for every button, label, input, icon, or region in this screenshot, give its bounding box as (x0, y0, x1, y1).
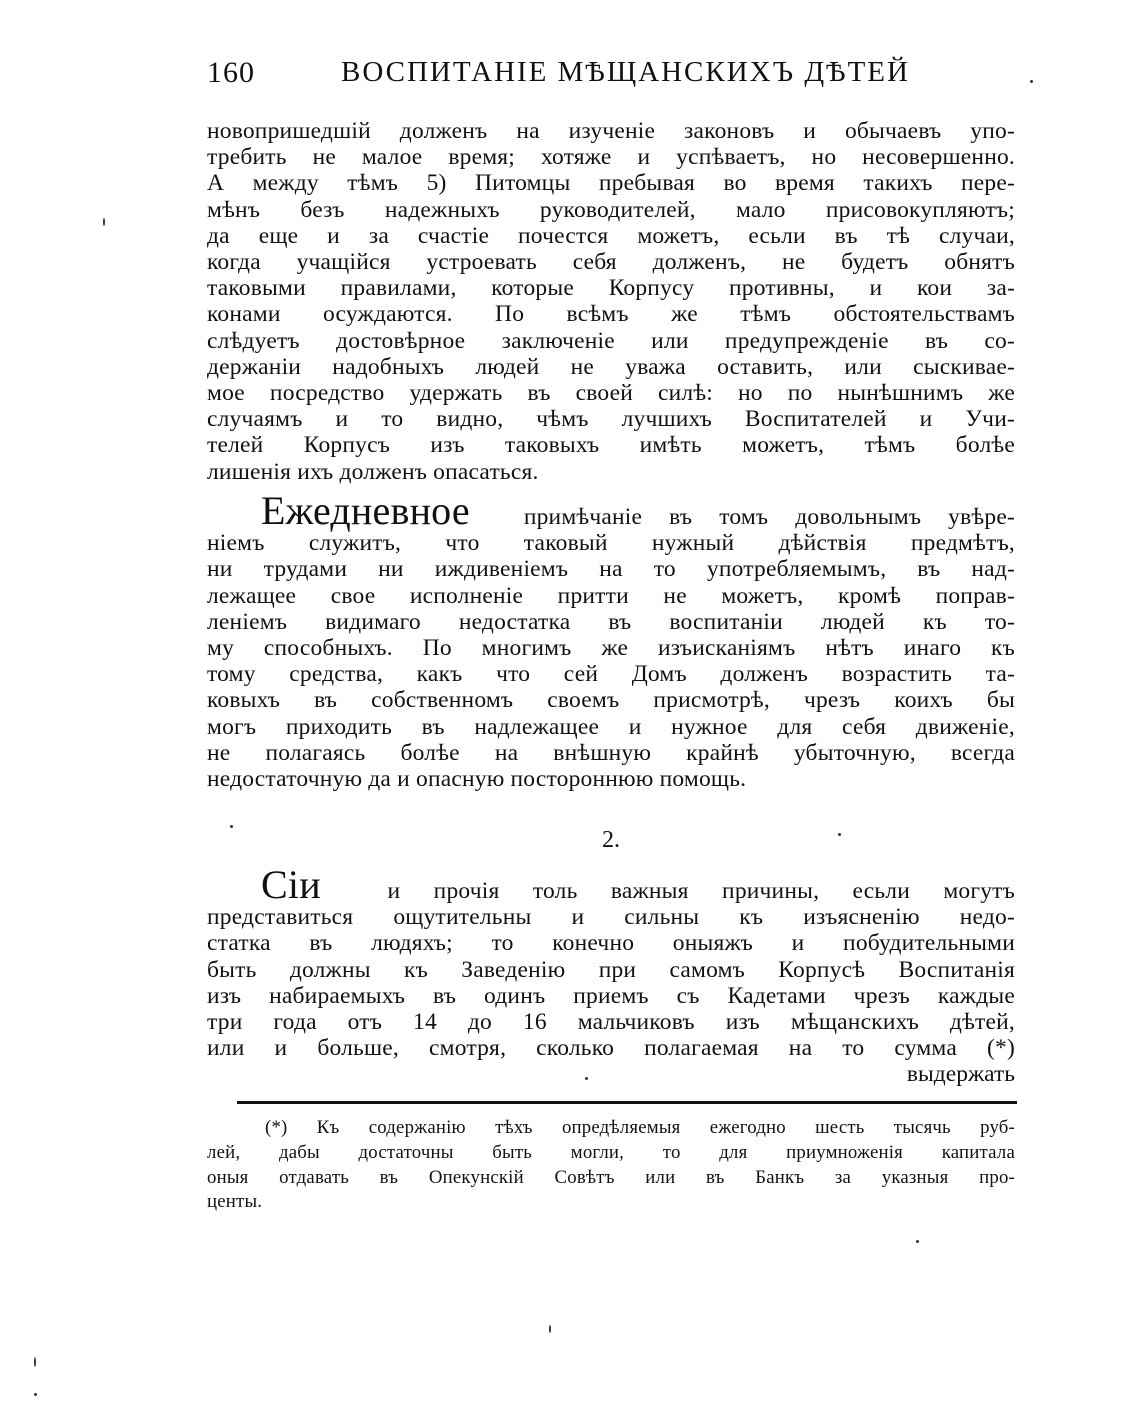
text-line: ни трудами ни иждивеніемъ на то употребляемымъ, въ над- (207, 556, 1015, 583)
paper-speck (549, 1325, 551, 1333)
text-line: или и больше, смотря, сколько полагаемая на то сумма (*) (207, 1035, 1015, 1062)
text-line: недостаточную да и опасную постороннюю помощь. (207, 766, 747, 793)
text-line: конами осуждаются. По всѣмъ же тѣмъ обстоятельствамъ (207, 301, 1015, 328)
text-line: лежащее свое исполненіе притти не можетъ, кромѣ поправ- (207, 582, 1015, 609)
paragraph-lead-word: Сіи (261, 862, 321, 907)
paper-speck (34, 1393, 37, 1396)
text-line: ковыхъ въ собственномъ своемъ присмотрѣ, чрезъ коихъ бы (207, 687, 1015, 714)
text-line: статка въ людяхъ; то конечно оныяжъ и побудительными (207, 930, 1015, 957)
text-line: да еще и за счастіе почестся можетъ, есьли въ тѣ случаи, (207, 222, 1015, 249)
footnote-rule (237, 1101, 1017, 1104)
catchword: выдержать (906, 1061, 1015, 1088)
text-line: новопришедшій долженъ на изученіе законовъ и обычаевъ упо- (207, 118, 1015, 144)
text-line: лишенія ихъ долженъ опасаться. (207, 458, 539, 485)
text-line (207, 488, 1015, 533)
paragraph-1 (207, 118, 1015, 485)
text-line: не полагаясь болѣе на внѣшную крайнѣ убыточную, всегда (207, 739, 1015, 766)
footnote (207, 1116, 1015, 1215)
text-line: случаямъ и то видно, чѣмъ лучшихъ Воспитателей и Учи- (207, 406, 1015, 433)
text-line: могъ приходить въ надлежащее и нужное для себя движеніе, (207, 713, 1015, 740)
text-line (207, 862, 1015, 907)
paragraph-3 (207, 862, 1015, 1088)
section-number: 2. (602, 827, 620, 853)
text-line: А между тѣмъ 5) Питомцы пребывая во время такихъ пере- (207, 170, 1015, 197)
text-line: требить не малое время; хотяже и успѣваетъ, но несовершенно. (207, 144, 1015, 171)
running-head (205, 52, 1015, 96)
text-line: леніемъ видимаго недостатка въ воспитаніи людей къ то- (207, 608, 1015, 635)
running-title: ВОСПИТАНІЕ МѢЩАНСКИХЪ ДѢТЕЙ (341, 56, 910, 88)
paragraph-lead-word: Ежедневное (261, 488, 470, 533)
text-line: му способныхъ. По многимъ же изъисканіямъ нѣтъ инаго къ (207, 635, 1015, 662)
text-line: телей Корпусъ изъ таковыхъ имѣть можетъ, тѣмъ болѣе (207, 432, 1015, 459)
paper-speck (1030, 80, 1033, 83)
text-line: быть должны къ Заведенію при самомъ Корпусѣ Воспитанія (207, 956, 1015, 983)
text-line: три года отъ 14 до 16 мальчиковъ изъ мѣщанскихъ дѣтей, (207, 1009, 1015, 1036)
footnote-line: (*) Къ содержанію тѣхъ опредѣляемыя ежегодно шесть тысячь руб- (265, 1117, 1015, 1138)
paper-speck (838, 833, 841, 836)
text-line: изъ набираемыхъ въ одинъ приемъ съ Кадетами чрезъ каждые (207, 982, 1015, 1009)
footnote-line: центы. (207, 1191, 263, 1213)
first-line-rest: и прочія толь важныя причины, есьли могутъ (387, 878, 1015, 904)
text-line: мое посредство удержать въ своей силѣ: но по нынѣшнимъ же (207, 380, 1015, 407)
paper-speck (916, 1240, 919, 1243)
text-line: когда учащійся устроевать себя долженъ, не будетъ обнятъ (207, 249, 1015, 276)
paper-speck (230, 825, 233, 828)
footnote-line: лей, дабы достаточны быть могли, то для приумноженія капитала (207, 1141, 1015, 1163)
text-line: ніемъ служитъ, что таковый нужный дѣйствія предмѣтъ, (207, 530, 1015, 557)
text-line: мѣнъ безъ надежныхъ руководителей, мало присовокупляютъ; (207, 196, 1015, 223)
footnote-line: оныя отдавать въ Опекунскій Совѣтъ или въ Банкъ за указныя про- (207, 1166, 1015, 1188)
paper-speck (103, 218, 105, 226)
text-line: представиться ощутительны и сильны къ изъясненію недо- (207, 904, 1015, 931)
first-line-rest: примѣчаніе въ томъ довольнымъ увѣре- (523, 504, 1015, 530)
page-number: 160 (207, 56, 255, 89)
text-line: тому средства, какъ что сей Домъ долженъ возрастить та- (207, 661, 1015, 688)
paper-speck (585, 1077, 588, 1080)
text-line: таковыми правилами, которые Корпусу противны, и кои за- (207, 275, 1015, 302)
text-line: слѣдуетъ достовѣрное заключеніе или предупрежденіе въ со- (207, 327, 1015, 354)
paragraph-2 (207, 488, 1015, 793)
text-line: держаніи надобныхъ людей не уважа оставить, или сыскивае- (207, 353, 1015, 380)
paper-speck (34, 1357, 36, 1367)
